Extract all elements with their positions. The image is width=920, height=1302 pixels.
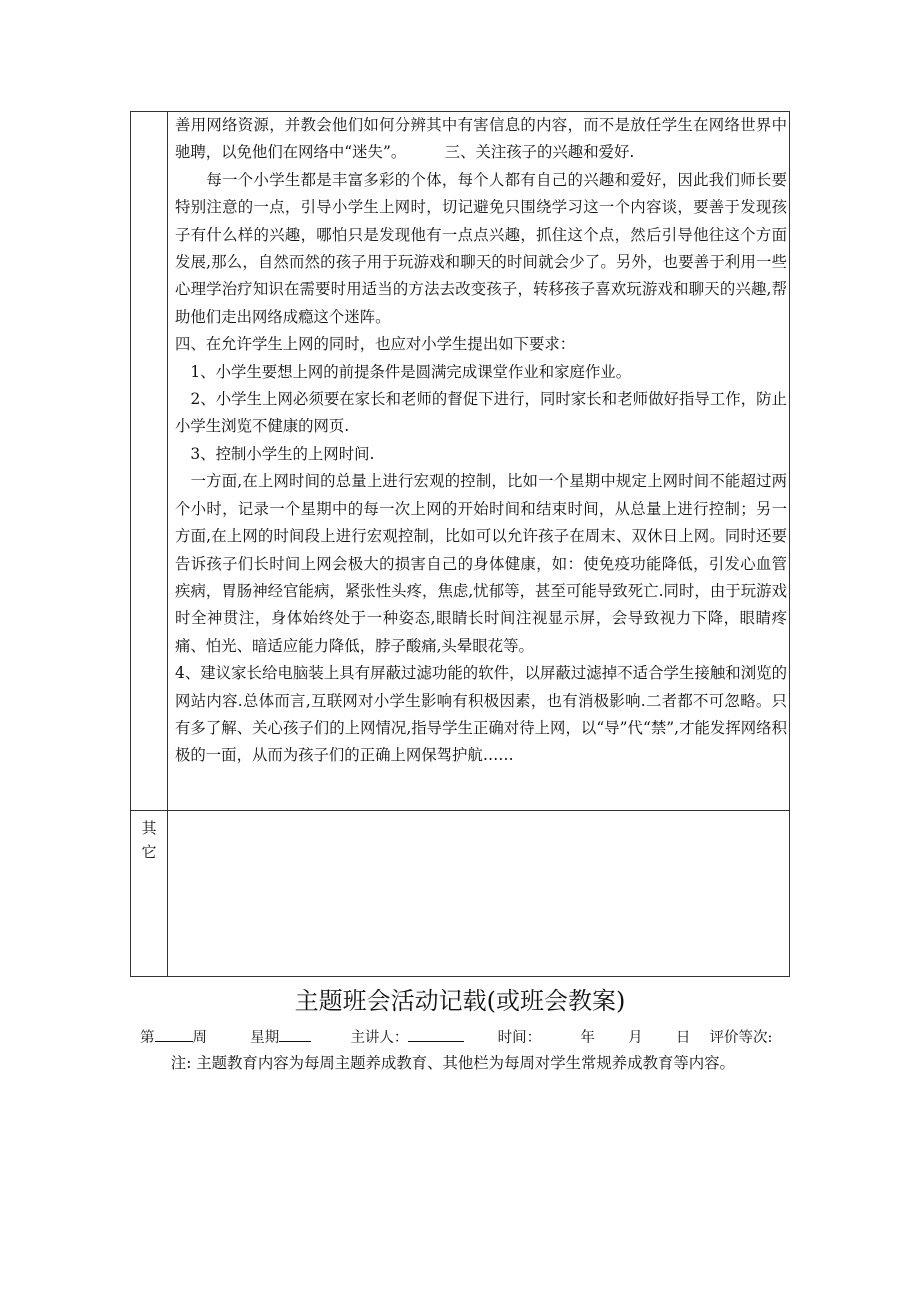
paragraph: 一方面,在上网时间的总量上进行宏观的控制，比如一个星期中规定上网时间不能超过两个小时，记录一个星期中的每一次上网的开始时间和结束时间，从总量上进行控制；另一方面,在上网的时间段上进行宏观控制，比如可以允许孩子在周末、双休日上网。同时还要告诉孩子们长时间上网会极大的损害自己的身体健康，如：使免疫功能降低，引发心血管疾病，胃肠神经官能病，紧张性头疼，焦虑,忧郁等，甚至可能导致死亡.同时，由于玩游戏时全神贯注，身体始终处于一种姿态,眼睛长时间注视显示屏，会导致视力下降，眼睛疼痛、怕光、暗适应能力降低，脖子酸痛,头晕眼花等。 bbox=[175, 472, 787, 655]
row-divider bbox=[131, 810, 789, 811]
paragraph: 2、小学生上网必须要在家长和老师的督促下进行，同时家长和老师做好指导工作，防止小学生浏览不健康的网页. bbox=[175, 390, 787, 436]
page-title: 主题班会活动记载(或班会教案) bbox=[294, 987, 626, 1015]
weekday-label: 星期 bbox=[250, 1030, 280, 1046]
week-prefix: 第 bbox=[140, 1030, 155, 1046]
meta-line bbox=[140, 1026, 772, 1049]
note-text: 注: 主题教育内容为每周主题养成教育、其他栏为每周对学生常规养成教育等内容。 bbox=[170, 1054, 735, 1072]
paragraph: 1、小学生要想上网的前提条件是圆满完成课堂作业和家庭作业。 bbox=[175, 362, 632, 381]
speaker-blank bbox=[408, 1026, 464, 1042]
week-suffix: 周 bbox=[192, 1030, 207, 1046]
paragraph: 善用网络资源，并教会他们如何分辨其中有害信息的内容，而不是放任学生在网络世界中驰聘，以免他们在网络中“迷失”。 三、关注孩子的兴趣和爱好. bbox=[175, 116, 787, 162]
month-label: 月 bbox=[628, 1030, 643, 1046]
paragraph: 四、在允许学生上网的同时，也应对小学生提出如下要求： bbox=[175, 335, 576, 354]
other-label bbox=[131, 816, 167, 864]
year-label: 年 bbox=[580, 1030, 595, 1046]
content-cell bbox=[175, 112, 787, 770]
other-label-char: 它 bbox=[141, 843, 157, 861]
week-blank bbox=[155, 1026, 193, 1042]
column-divider bbox=[167, 112, 168, 976]
other-label-char: 其 bbox=[141, 819, 157, 837]
paragraph: 3、控制小学生的上网时间. bbox=[175, 444, 375, 463]
rating-label: 评价等次: bbox=[709, 1030, 773, 1046]
paragraph: 4、建议家长给电脑装上具有屏蔽过滤功能的软件，以屏蔽过滤掉不适合学生接触和浏览的网站内容.总体而言,互联网对小学生影响有积极因素，也有消极影响.二者都不可忽略。只有多了解、关心孩子们的上网情况,指导学生正确对待上网，以“导”代“禁”,才能发挥网络积极的一面，从而为孩子们的正确上网保驾护航…… bbox=[175, 664, 787, 765]
day-label: 日 bbox=[675, 1030, 691, 1046]
note bbox=[140, 1050, 790, 1077]
paragraph: 每一个小学生都是丰富多彩的个体，每个人都有自己的兴趣和爱好，因此我们师长要特别注意的一点，引导小学生上网时，切记避免只围绕学习这一个内容谈，要善于发现孩子有什么样的兴趣，哪怕只是发现他有一点点兴趣，抓住这个点，然后引导他往这个方面发展,那么，自然而然的孩子用于玩游戏和聊天的时间就会少了。另外，也要善于利用一些心理学治疗知识在需要时用适当的方法去改变孩子，转移孩子喜欢玩游戏和聊天的兴趣,帮助他们走出网络成瘾这个迷阵。 bbox=[175, 170, 787, 326]
speaker-label: 主讲人： bbox=[350, 1030, 409, 1046]
time-label: 时间： bbox=[497, 1030, 542, 1046]
weekday-blank bbox=[279, 1026, 311, 1042]
record-table bbox=[130, 111, 790, 977]
